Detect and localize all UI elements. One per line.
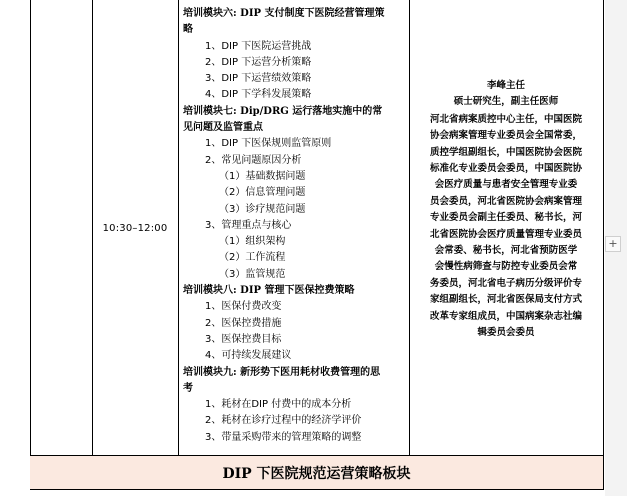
module-item: 1、耗材在DIP 付费中的成本分析 bbox=[205, 399, 352, 411]
module-item: 3、医保控费目标 bbox=[205, 333, 282, 345]
module-item: （3）诊疗规范问题 bbox=[219, 203, 306, 215]
speaker-bio-line: 家组副组长，河北省医保局支付方式 bbox=[429, 294, 582, 306]
speaker-bio-line: 务委员，河北省电子病历分级评价专 bbox=[429, 277, 582, 289]
module-item: 4、可持续发展建议 bbox=[205, 350, 292, 362]
module-heading: 培训模块七: Dip/DRG 运行落地实施中的常 bbox=[183, 105, 383, 117]
module-item: （1）基础数据问题 bbox=[219, 170, 306, 182]
speaker-name: 李峰主任 bbox=[486, 80, 525, 91]
speaker-bio-line: 硕士研究生，副主任医师 bbox=[453, 96, 559, 108]
module-item: （2）信息管理问题 bbox=[219, 187, 306, 199]
module-item: 1、医保付费改变 bbox=[205, 301, 282, 313]
module-item: 2、常见问题原因分析 bbox=[205, 154, 302, 166]
speaker-bio-line: 改革专家组成员，中国病案杂志社编 bbox=[429, 310, 582, 322]
speaker-bio bbox=[412, 78, 600, 342]
table-border-bottom bbox=[30, 489, 604, 490]
module-item: 3、DIP 下运营绩效策略 bbox=[205, 73, 312, 85]
module-item: 2、医保控费措施 bbox=[205, 317, 282, 329]
module-item: 3、管理重点与核心 bbox=[205, 219, 292, 231]
table-border-left bbox=[30, 0, 31, 490]
module-heading: 见问题及监管重点 bbox=[183, 122, 263, 134]
speaker-bio-line: 员会委员，河北省医院协会病案管理 bbox=[429, 195, 582, 207]
speaker-bio-line: 辑委员会委员 bbox=[477, 327, 535, 339]
module-item: （3）监管规范 bbox=[219, 268, 286, 280]
module-item: 4、DIP 下学科发展策略 bbox=[205, 89, 312, 101]
speaker-bio-line: 会医疗质量与患者安全管理专业委 bbox=[434, 179, 578, 191]
module-item: 1、DIP 下医保规则监管原则 bbox=[205, 138, 332, 150]
module-heading: 考 bbox=[183, 382, 193, 394]
training-content bbox=[183, 6, 409, 446]
plus-icon[interactable]: + bbox=[605, 236, 621, 252]
module-item: （2）工作流程 bbox=[219, 252, 286, 264]
session-time: 10:30–12:00 bbox=[102, 223, 168, 234]
table-border-col3 bbox=[409, 0, 410, 456]
table-border-col2 bbox=[178, 0, 179, 456]
module-item: 1、DIP 下医院运营挑战 bbox=[205, 40, 312, 52]
speaker-bio-line: 专业委员会副主任委员、秘书长，河 bbox=[429, 212, 582, 224]
speaker-bio-line: 标准化专业委员会委员，中国医院协 bbox=[429, 163, 582, 175]
module-heading: 培训模块六: DIP 支付制度下医院经营管理策 bbox=[183, 8, 385, 19]
speaker-bio-line: 质控学组副组长，中国医院协会医院 bbox=[429, 146, 582, 158]
module-item: 2、耗材在诊疗过程中的经济学评价 bbox=[205, 415, 362, 427]
module-heading: 略 bbox=[183, 24, 193, 36]
speaker-bio-line: 会慢性病筛查与防控专业委员会常 bbox=[434, 261, 578, 273]
speaker-bio-line: 北省医院协会医疗质量管理专业委员 bbox=[429, 228, 582, 240]
module-heading: 培训模块九: 新形势下医用耗材收费管理的思 bbox=[183, 366, 381, 378]
section-banner bbox=[30, 456, 603, 489]
module-item: （1）组织架构 bbox=[219, 236, 286, 248]
module-item: 3、带量采购带来的管理策略的调整 bbox=[205, 431, 362, 443]
speaker-bio-line: 会常委、秘书长，河北省预防医学 bbox=[434, 245, 578, 257]
section-banner-title: DIP 下医院规范运营策略板块 bbox=[222, 465, 411, 482]
table-border-right bbox=[603, 0, 604, 490]
speaker-bio-line: 协会病案管理专业委员会全国常委， bbox=[429, 130, 582, 142]
speaker-bio-line: 河北省病案质控中心主任，中国医院 bbox=[429, 113, 582, 125]
module-heading: 培训模块八: DIP 管理下医保控费策略 bbox=[183, 285, 355, 297]
module-item: 2、DIP 下运营分析策略 bbox=[205, 56, 312, 68]
